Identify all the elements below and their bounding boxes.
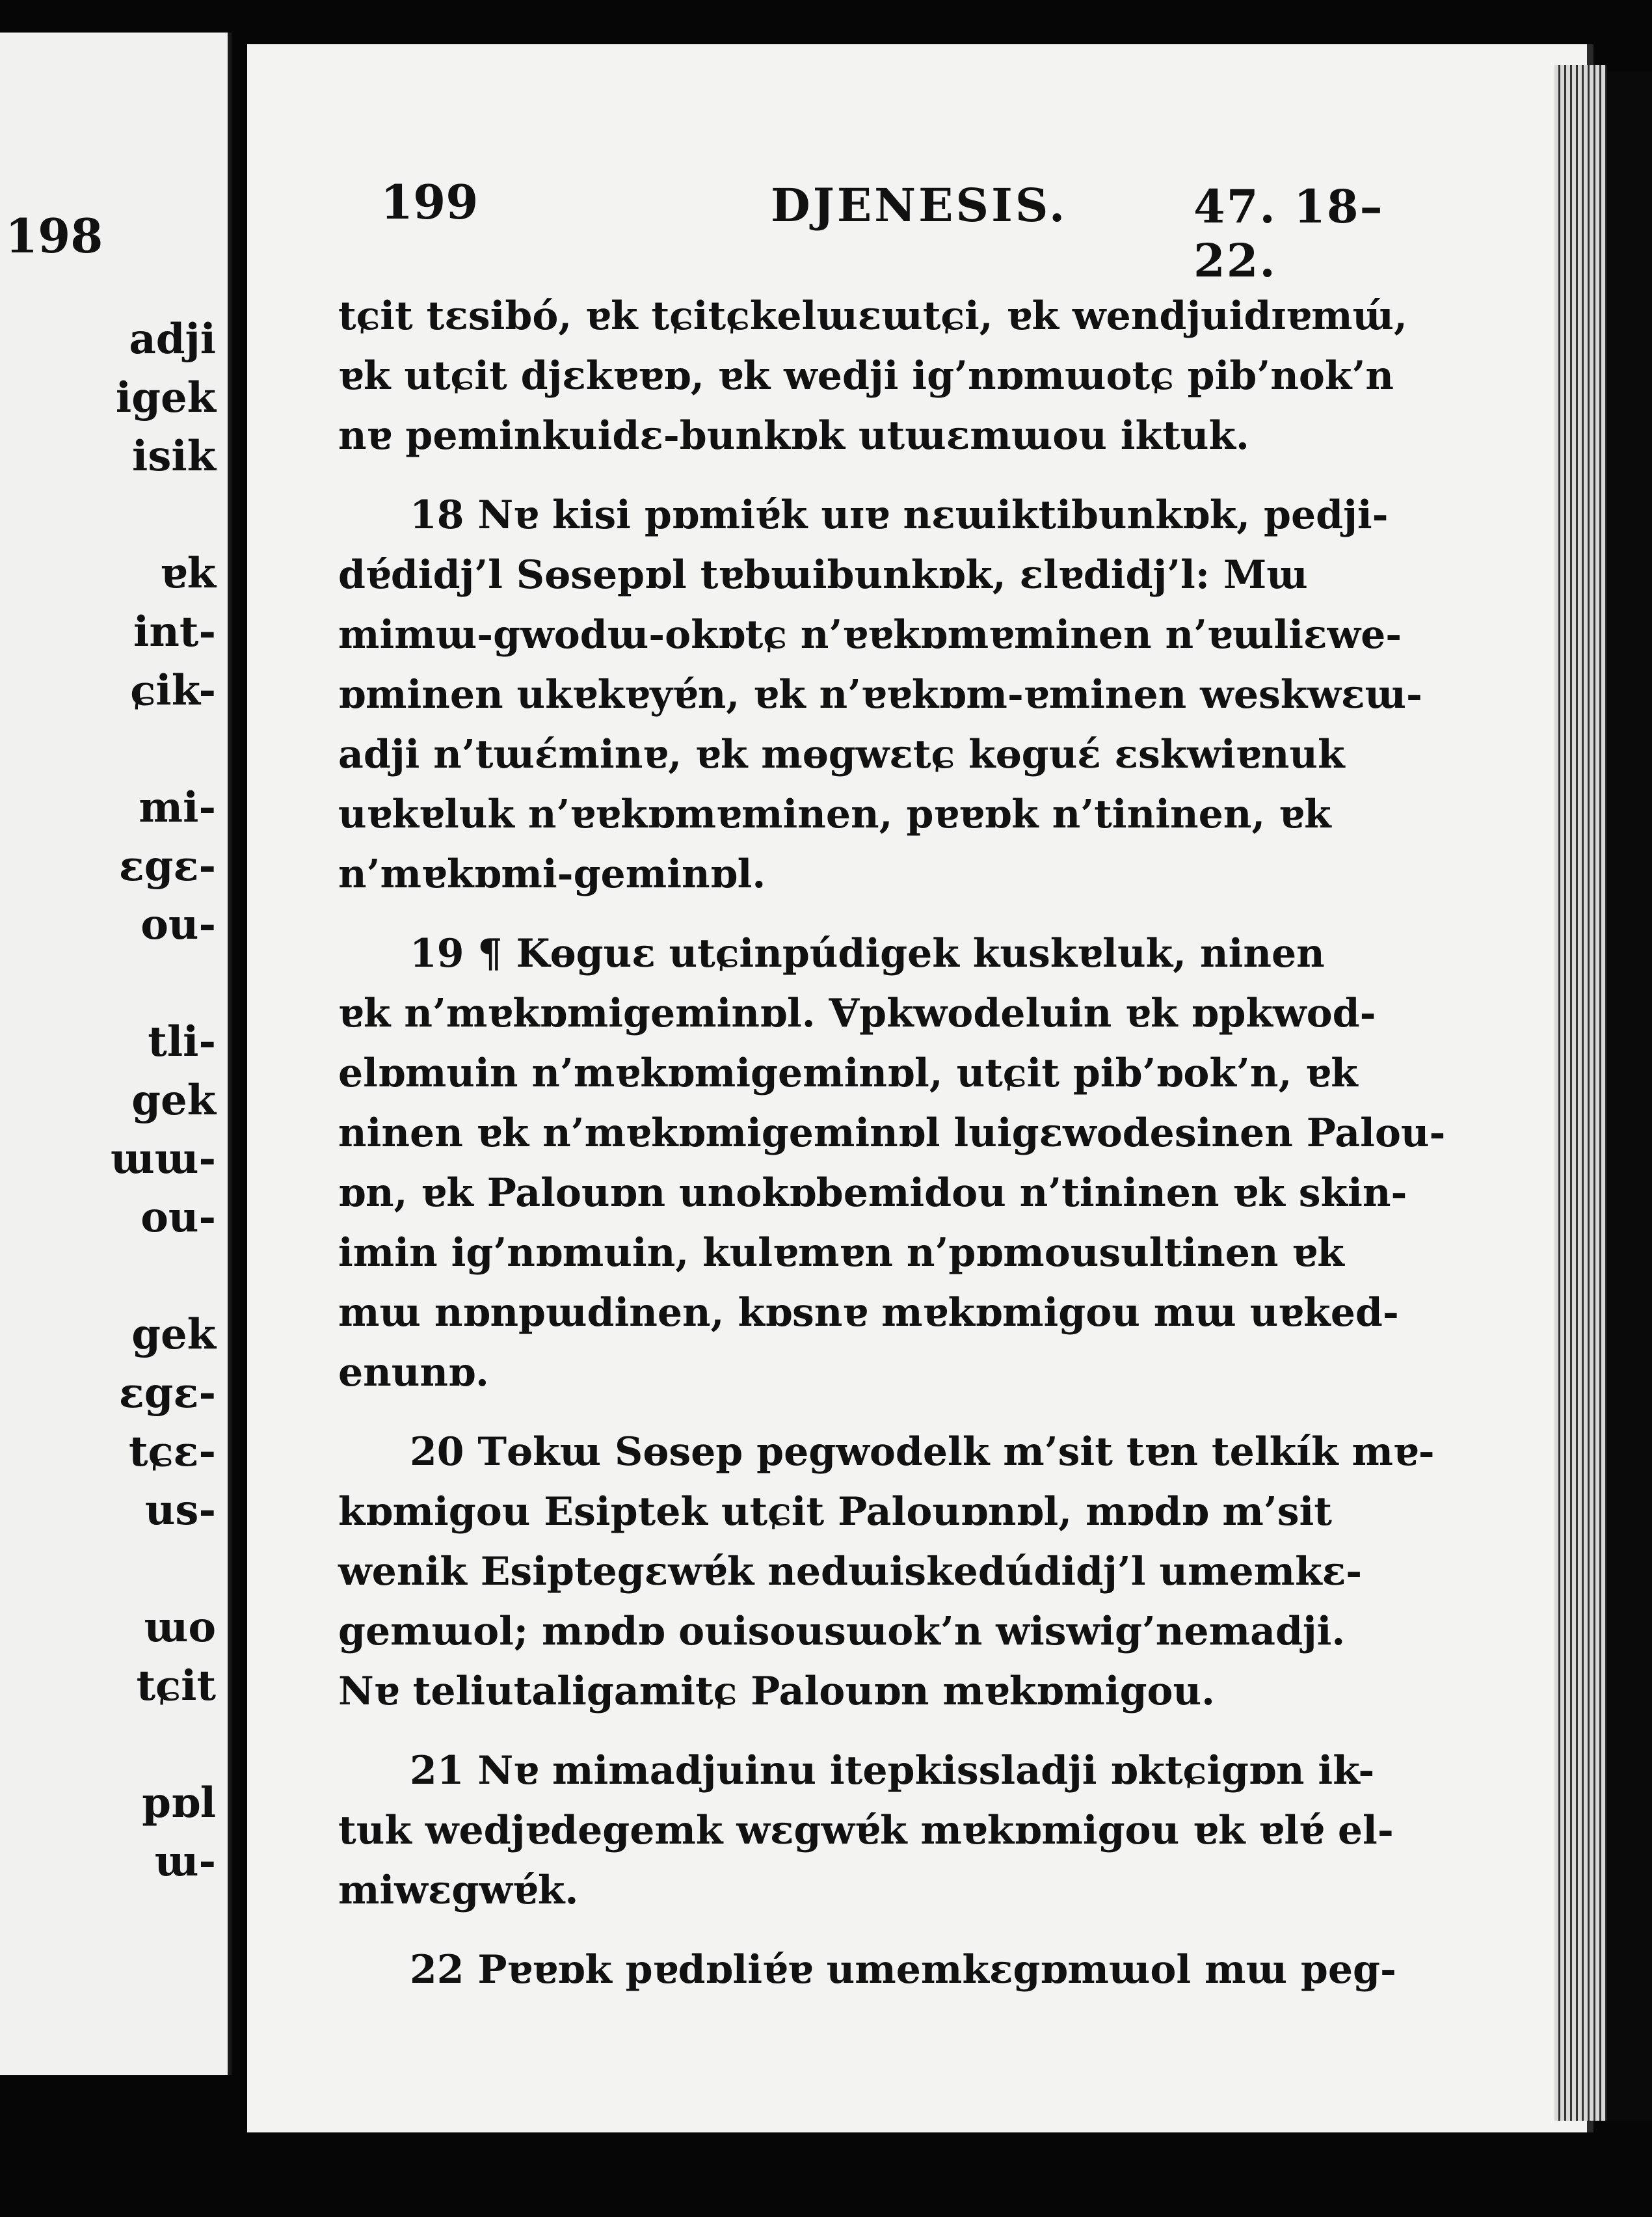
left-page-fragment: ou- [140, 900, 216, 949]
left-page-fragment: tli- [148, 1017, 216, 1066]
left-page-fragment: gek [131, 1310, 216, 1359]
left-page-fragment: ɯ- [154, 1837, 216, 1886]
text-line: nɐ peminkuidɛ-bunkɒk utɯɛmɯou iktuk. [338, 413, 1249, 459]
text-line: mimɯ-gwodɯ-okɒtɕ n’ɐɐkɒmɐminen n’ɐɯliɛwe- [338, 612, 1402, 658]
left-page-number: 198 [5, 208, 103, 263]
text-line: miwɛgwɐ́k. [338, 1868, 579, 1913]
body-text [338, 286, 1446, 2000]
text-line: 19 ¶ Kɵguɛ utɕinpúdigek kuskɐluk, ninen [410, 931, 1325, 976]
text-line: ɒn, ɐk Palouɒn unokɒbemidou n’tininen ɐk skin- [338, 1170, 1407, 1216]
left-page-fragment: ɕik- [130, 666, 216, 715]
text-line: uɐkɐluk n’ɐɐkɒmɐminen, pɐɐɒk n’tininen, ɐk [338, 792, 1331, 837]
running-header [380, 174, 1421, 288]
running-title: DJENESIS. [771, 178, 1068, 232]
text-line: n’mɐkɒmi-geminɒl. [338, 852, 766, 897]
text-line: 20 Tɵkɯ Sɵsep pegwodelk m’sit tɐn telkík mɐ- [410, 1429, 1435, 1475]
text-line: mɯ nɒnpɯdinen, kɒsnɐ mɐkɒmigou mɯ uɐked- [338, 1290, 1399, 1336]
page-number: 199 [380, 174, 479, 230]
left-page-fragment: isik [132, 432, 216, 481]
left-page-fragment: us- [144, 1486, 216, 1535]
left-page-fragment: ɛgɛ- [118, 842, 216, 891]
text-line: tɕit tɛsibó, ɐk tɕitɕkelɯɛɯtɕi, ɐk wendjuidɪɐmɯ́, [338, 293, 1407, 339]
text-line: 18 Nɐ kisi pɒmiɐ́k uɪɐ nɛɯiktibunkɒk, pedji- [410, 492, 1389, 538]
text-line: ninen ɐk n’mɐkɒmigeminɒl luigɛwodesinen Palou- [338, 1110, 1446, 1156]
text-line: wenik Esiptegɛwɐ́k nedɯiskedúdidj’l umemkɛ- [338, 1549, 1363, 1594]
left-page-fragment: tɕɛ- [129, 1427, 216, 1476]
left-page-fragment: mi- [139, 783, 216, 832]
left-page-fragment: ou- [140, 1193, 216, 1242]
left-page-fragment: gek [131, 1076, 216, 1125]
text-line: dɐ́didj’l Sɵsepɒl tɐbɯibunkɒk, ɛlɐdidj’l: Mɯ [338, 552, 1308, 598]
text-line: 21 Nɐ mimadjuinu itepkissladji ɒktɕigɒn ik- [410, 1748, 1375, 1794]
left-page-fragment: igek [115, 373, 216, 422]
text-line: imin ig’nɒmuin, kulɐmɐn n’pɒmousultinen ɐk [338, 1230, 1344, 1276]
page-edges [1554, 65, 1606, 2121]
left-page [0, 33, 232, 2075]
text-line: elɒmuin n’mɐkɒmigeminɒl, utɕit pib’ɒok’n, ɐk [338, 1051, 1358, 1096]
text-line: 22 Pɐɐɒk pɐdɒliɐ́ɐ umemkɛgɒmɯol mɯ peg- [410, 1947, 1396, 1993]
book-edge-shadow [1606, 72, 1652, 2121]
text-line: ɒminen ukɐkɐyɐ́n, ɐk n’ɐɐkɒm-ɐminen weskwɛɯ- [338, 672, 1422, 718]
text-line: Nɐ teliutaligamitɕ Palouɒn mɐkɒmigou. [338, 1669, 1216, 1714]
left-page-fragment: ɐk [160, 549, 216, 598]
left-page-fragment: tɕit [136, 1661, 216, 1710]
chapter-verse-reference: 47. 18–22. [1193, 180, 1384, 288]
text-line: tuk wedjɐdegemk wɛgwɐ́k mɐkɒmigou ɐk ɐlɐ́ el- [338, 1808, 1394, 1853]
text-line: ɐk n’mɐkɒmigeminɒl. Ɐpkwodeluin ɐk ɒpkwod- [338, 991, 1376, 1036]
left-page-fragment: ɯɯ- [111, 1135, 216, 1183]
text-line: kɒmigou Esiptek utɕit Palouɒnɒl, mɒdɒ m’sit [338, 1489, 1332, 1535]
text-line: gemɯol; mɒdɒ ouisousɯok’n wiswig’nemadji. [338, 1609, 1346, 1654]
left-page-fragment: adji [129, 315, 216, 364]
text-line: ɐk utɕit djɛkɐɐɒ, ɐk wedji ig’nɒmɯotɕ pib’nok’n [338, 353, 1394, 399]
text-line: adji n’tɯɛ́minɐ, ɐk mɵgwɛtɕ kɵguɛ́ ɛskwiɐnuk [338, 732, 1345, 777]
left-page-fragment: ɛgɛ- [118, 1369, 216, 1418]
text-line: enunɒ. [338, 1350, 489, 1395]
left-page-fragment: int- [133, 608, 216, 656]
left-page-fragment: ɯo [144, 1603, 216, 1652]
left-page-fragment: pɒl [142, 1779, 216, 1827]
